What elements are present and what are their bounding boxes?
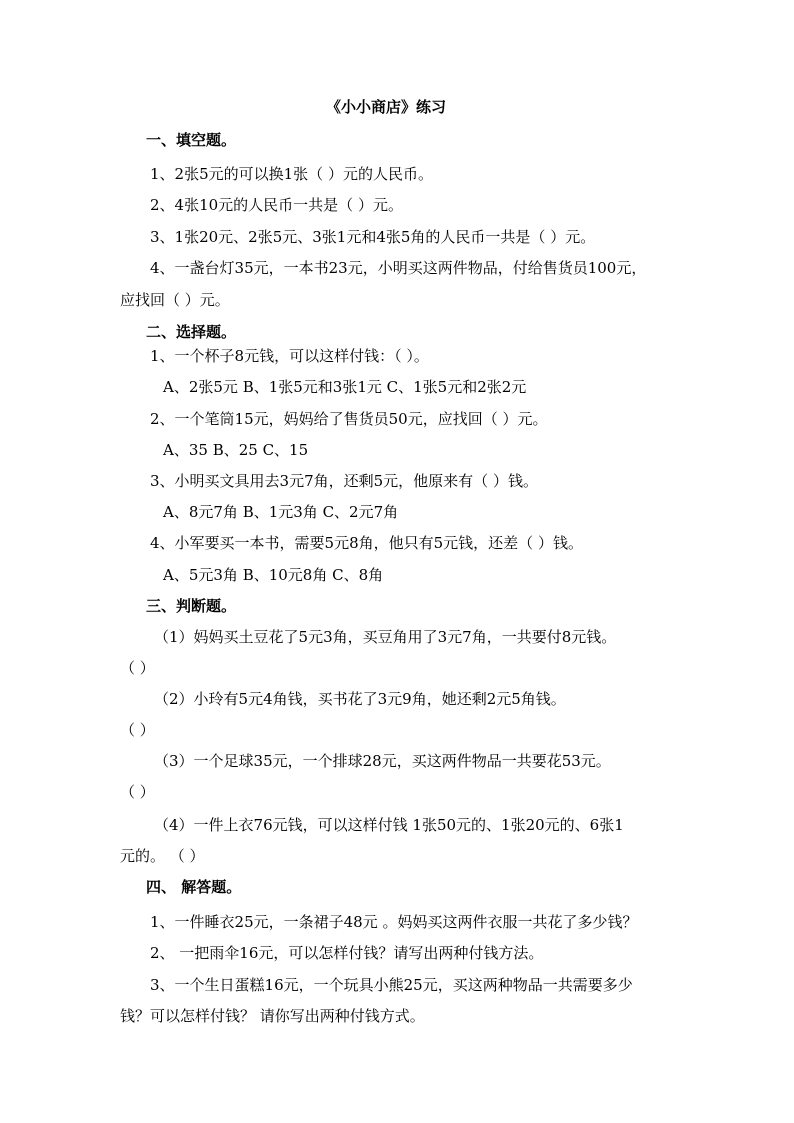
question-text: 3、1张20元、2张5元、3张1元和4张5角的人民币一共是（ ）元。 (150, 228, 596, 246)
answer-paren: （ ） (120, 659, 155, 677)
section-heading-fill-blank: 一、填空题。 (146, 131, 237, 149)
question-options: A、2张5元 B、1张5元和3张1元 C、1张5元和2张2元 (163, 378, 527, 396)
question-text: 2、4张10元的人民币一共是（ ）元。 (150, 196, 403, 214)
question-text: 3、一个生日蛋糕16元，一个玩具小熊25元，买这两种物品一共需要多少 (150, 976, 633, 994)
answer-paren: （ ） (120, 721, 155, 739)
question-text: 应找回（ ）元。 (120, 291, 230, 309)
question-text: 钱？可以怎样付钱？ 请你写出两种付钱方式。 (120, 1007, 425, 1025)
question-text: 元的。 （ ） (120, 847, 205, 865)
question-text: （2）小玲有5元4角钱，买书花了3元9角，她还剩2元5角钱。 (154, 690, 566, 708)
question-text: 1、一个杯子8元钱，可以这样付钱：（ ）。 (150, 347, 429, 365)
question-text: 4、小军要买一本书，需要5元8角，他只有5元钱，还差（ ）钱。 (150, 534, 583, 552)
question-text: 3、小明买文具用去3元7角，还剩5元，他原来有（ ）钱。 (150, 472, 538, 490)
question-text: 2、一个笔筒15元，妈妈给了售货员50元，应找回（ ）元。 (150, 410, 548, 428)
question-text: 2、 一把雨伞16元，可以怎样付钱？请写出两种付钱方法。 (150, 944, 544, 962)
answer-paren: （ ） (120, 783, 155, 801)
question-text: 1、2张5元的可以换1张（ ）元的人民币。 (150, 165, 433, 183)
question-options: A、35 B、25 C、15 (163, 441, 309, 459)
question-options: A、8元7角 B、1元3角 C、2元7角 (163, 503, 399, 521)
page-title: 《小小商店》练习 (326, 98, 447, 116)
question-text: （4）一件上衣76元钱，可以这样付钱 1张50元的、1张20元的、6张1 (154, 816, 624, 834)
question-text: （3）一个足球35元，一个排球28元，买这两件物品一共要花53元。 (154, 752, 611, 770)
question-options: A、5元3角 B、10元8角 C、8角 (163, 566, 384, 584)
question-text: 4、一盏台灯35元，一本书23元，小明买这两件物品，付给售货员100元， (150, 259, 647, 277)
question-text: 1、一件睡衣25元，一条裙子48元 。妈妈买这两件衣服一共花了多少钱？ (150, 913, 638, 931)
section-heading-choice: 二、选择题。 (146, 323, 237, 341)
section-heading-judge: 三、判断题。 (146, 597, 237, 615)
section-heading-solve: 四、 解答题。 (146, 878, 242, 896)
question-text: （1）妈妈买土豆花了5元3角，买豆角用了3元7角，一共要付8元钱。 (154, 628, 617, 646)
